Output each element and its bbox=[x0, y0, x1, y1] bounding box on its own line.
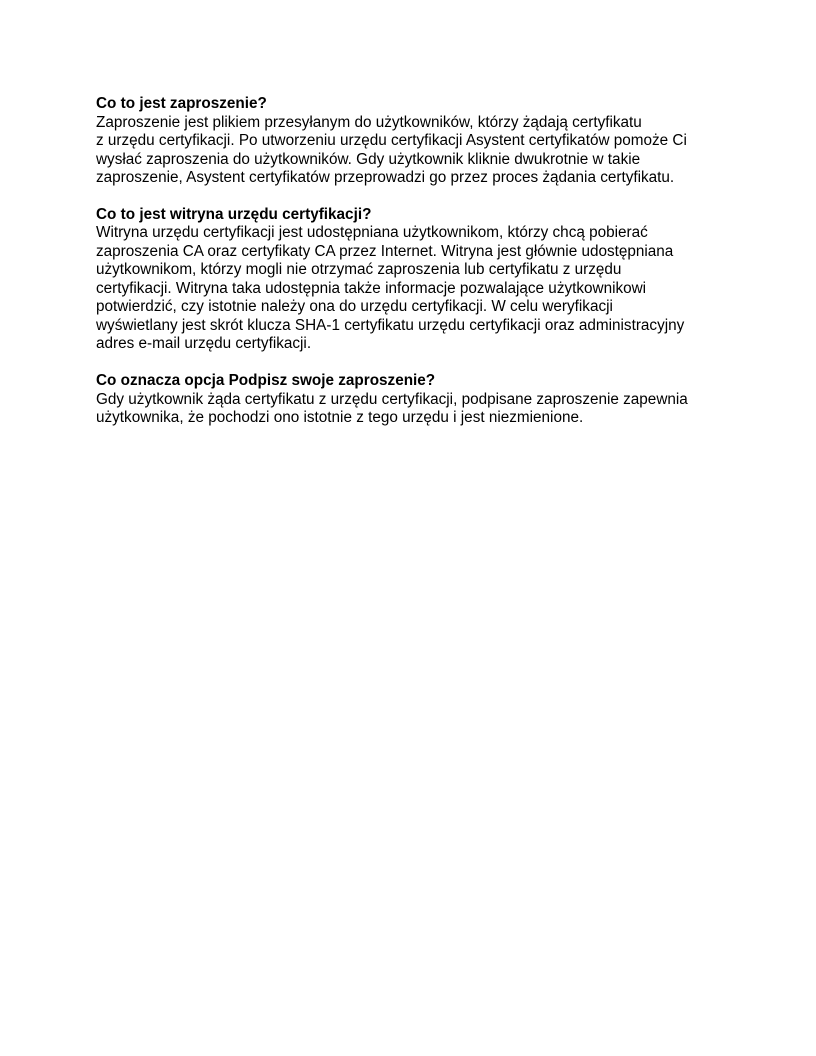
section-paragraph bbox=[96, 114, 726, 188]
paragraph-line: wysłać zaproszenia do użytkowników. Gdy użytkownik kliknie dwukrotnie w takie bbox=[96, 150, 641, 168]
section-sign-invitation bbox=[96, 372, 726, 428]
paragraph-line: Gdy użytkownik żąda certyfikatu z urzędu certyfikacji, podpisane zaproszenie zapewnia bbox=[96, 390, 688, 408]
paragraph-line: Zaproszenie jest plikiem przesyłanym do użytkowników, którzy żądają certyfikatu bbox=[96, 113, 642, 131]
section-paragraph bbox=[96, 224, 726, 354]
paragraph-line: użytkownikom, którzy mogli nie otrzymać zaproszenia lub certyfikatu z urzędu bbox=[96, 261, 622, 279]
paragraph-line: potwierdzić, czy istotnie należy ona do urzędu certyfikacji. W celu weryfikacji bbox=[96, 298, 613, 316]
paragraph-line: adres e-mail urzędu certyfikacji. bbox=[96, 335, 312, 353]
paragraph-line: zaproszenia CA oraz certyfikaty CA przez Internet. Witryna jest głównie udostępniana bbox=[96, 242, 674, 260]
section-heading: Co to jest witryna urzędu certyfikacji? bbox=[96, 205, 372, 223]
section-invitation bbox=[96, 95, 726, 188]
paragraph-line: Witryna urzędu certyfikacji jest udostępniana użytkownikom, którzy chcą pobierać bbox=[96, 224, 648, 242]
section-heading: Co to jest zaproszenie? bbox=[96, 95, 267, 112]
paragraph-line: certyfikacji. Witryna taka udostępnia także informacje pozwalające użytkownikowi bbox=[96, 279, 647, 297]
section-heading: Co oznacza opcja Podpisz swoje zaproszenie? bbox=[96, 372, 436, 390]
section-paragraph bbox=[96, 391, 726, 428]
paragraph-line: z urzędu certyfikacji. Po utworzeniu urzędu certyfikacji Asystent certyfikatów pomoże Ci bbox=[96, 132, 687, 149]
paragraph-line: wyświetlany jest skrót klucza SHA-1 certyfikatu urzędu certyfikacji oraz administracyjny bbox=[96, 316, 685, 334]
paragraph-line: użytkownika, że pochodzi ono istotnie z tego urzędu i jest niezmienione. bbox=[96, 409, 584, 427]
document-page bbox=[96, 95, 726, 446]
paragraph-line: zaproszenie, Asystent certyfikatów przeprowadzi go przez proces żądania certyfikatu. bbox=[96, 169, 675, 186]
section-ca-website bbox=[96, 206, 726, 354]
